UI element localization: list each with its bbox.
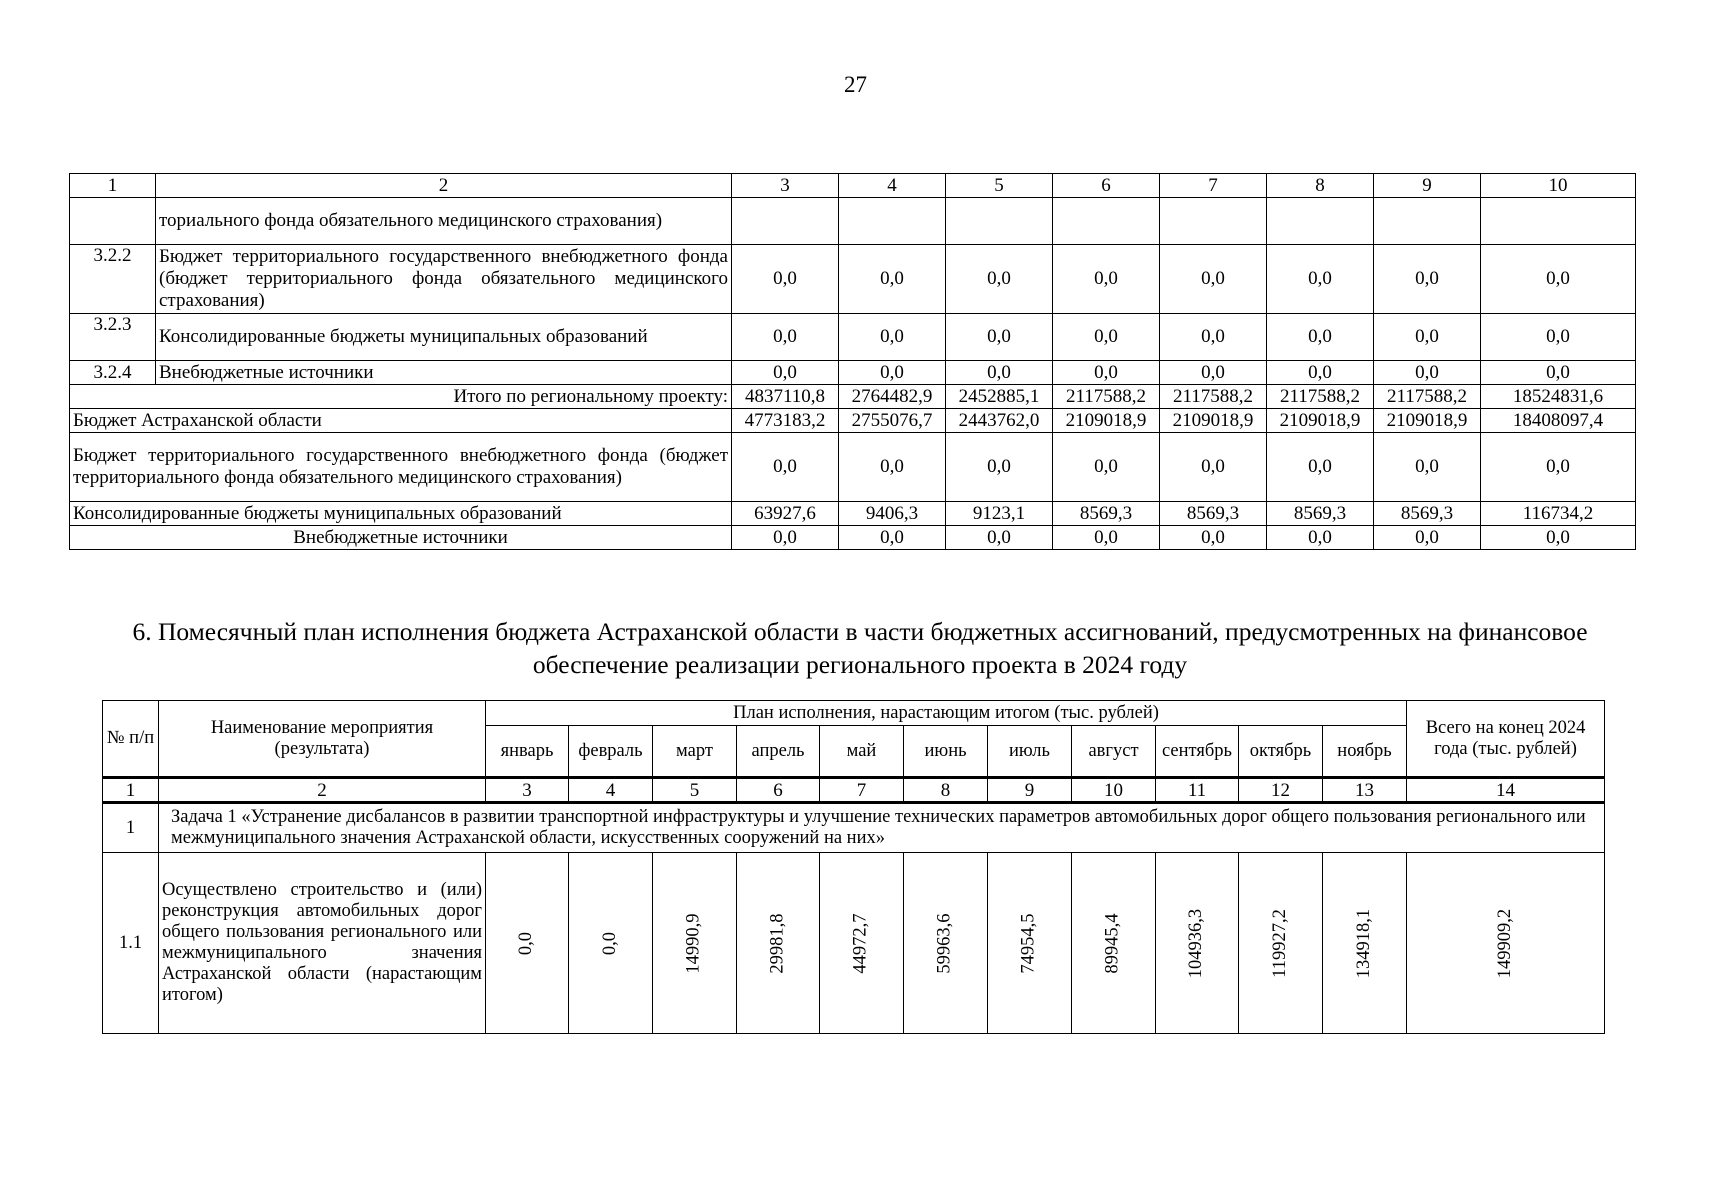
value-cell: 0,0	[839, 314, 946, 361]
col-number: 14	[1407, 778, 1605, 803]
value-cell: 0,0	[946, 433, 1053, 502]
value-cell: 0,0	[1053, 526, 1160, 550]
task-text: Задача 1 «Устранение дисбалансов в развитии транспортной инфраструктуры и улучшение технических параметров автомобильных дорог общего пользования регионального или межмуниципального значения Астраханской области, искусственных сооружений на них»	[159, 803, 1605, 853]
value-cell: 0,0	[1267, 433, 1374, 502]
value-cell: 2109018,9	[1374, 409, 1481, 433]
value-cell: 0,0	[1374, 245, 1481, 314]
value-cell: 0,0	[1481, 526, 1636, 550]
value-cell: 2443762,0	[946, 409, 1053, 433]
task-number: 1	[103, 803, 159, 853]
col-number: 10	[1481, 174, 1636, 198]
value-cell: 63927,6	[732, 502, 839, 526]
col-number: 3	[732, 174, 839, 198]
row-number: 3.2.3	[70, 314, 156, 361]
col-number: 2	[159, 778, 486, 803]
row-name: Внебюджетные источники	[156, 361, 732, 385]
value-cell: 18408097,4	[1481, 409, 1636, 433]
table-row	[70, 314, 1636, 361]
value-cell: 0,0	[1160, 433, 1267, 502]
value-cell: 0,0	[1374, 526, 1481, 550]
value-cell: 119927,2	[1239, 853, 1323, 1034]
value-cell: 0,0	[1267, 361, 1374, 385]
value-cell: 44972,7	[820, 853, 904, 1034]
row-name: Осуществлено строительство и (или) реконструкция автомобильных дорог общего пользования регионального или межмуниципального значения Астраханской области (нарастающим итогом)	[159, 853, 486, 1034]
row-name: ториального фонда обязательного медицинского страхования)	[156, 198, 732, 245]
value-cell: 59963,6	[904, 853, 988, 1034]
total-row	[70, 433, 1636, 502]
value-cell	[1053, 198, 1160, 245]
month-header: февраль	[569, 726, 653, 778]
value-cell: 2109018,9	[1267, 409, 1374, 433]
header-row	[103, 701, 1605, 726]
total-row	[70, 409, 1636, 433]
value-cell: 2452885,1	[946, 385, 1053, 409]
value-cell: 4837110,8	[732, 385, 839, 409]
total-row	[70, 526, 1636, 550]
total-value-cell: 149909,2	[1407, 853, 1605, 1034]
value-cell: 0,0	[1160, 526, 1267, 550]
row-number	[70, 198, 156, 245]
header-num: № п/п	[103, 701, 159, 778]
col-number: 3	[486, 778, 569, 803]
value-cell: 0,0	[946, 526, 1053, 550]
value-cell: 18524831,6	[1481, 385, 1636, 409]
value-cell: 74954,5	[988, 853, 1072, 1034]
col-number: 5	[946, 174, 1053, 198]
value-cell: 0,0	[1053, 245, 1160, 314]
value-cell: 0,0	[1267, 245, 1374, 314]
value-cell: 8569,3	[1267, 502, 1374, 526]
month-header: август	[1072, 726, 1156, 778]
value-cell: 104936,3	[1156, 853, 1239, 1034]
row-name: Бюджет территориального государственного внебюджетного фонда (бюджет территориального фонда обязательного медицинского страхования)	[156, 245, 732, 314]
month-header: июль	[988, 726, 1072, 778]
column-number-row	[103, 778, 1605, 803]
value-cell	[732, 198, 839, 245]
value-cell: 89945,4	[1072, 853, 1156, 1034]
header-total: Всего на конец 2024 года (тыс. рублей)	[1407, 701, 1605, 778]
row-number: 1.1	[103, 853, 159, 1034]
col-number: 12	[1239, 778, 1323, 803]
value-cell: 0,0	[1160, 314, 1267, 361]
month-header: апрель	[737, 726, 820, 778]
value-cell	[1160, 198, 1267, 245]
column-number-row	[70, 174, 1636, 198]
value-cell: 2117588,2	[1267, 385, 1374, 409]
value-cell: 0,0	[1481, 361, 1636, 385]
value-cell: 9406,3	[839, 502, 946, 526]
col-number: 2	[156, 174, 732, 198]
total-row	[70, 385, 1636, 409]
month-header: май	[820, 726, 904, 778]
monthly-plan-table	[102, 700, 1605, 1034]
value-cell: 0,0	[839, 526, 946, 550]
value-cell: 0,0	[1374, 314, 1481, 361]
row-number: 3.2.2	[70, 245, 156, 314]
value-cell: 0,0	[732, 526, 839, 550]
total-row-name: Бюджет Астраханской области	[70, 409, 732, 433]
value-cell: 0,0	[1053, 433, 1160, 502]
col-number: 1	[103, 778, 159, 803]
value-cell: 0,0	[1053, 314, 1160, 361]
col-number: 8	[1267, 174, 1374, 198]
page-number: 27	[844, 72, 867, 97]
value-cell: 0,0	[1160, 245, 1267, 314]
value-cell: 0,0	[839, 433, 946, 502]
value-cell: 0,0	[1267, 526, 1374, 550]
table-row	[70, 361, 1636, 385]
month-header: сентябрь	[1156, 726, 1239, 778]
month-header: март	[653, 726, 737, 778]
col-number: 4	[569, 778, 653, 803]
value-cell: 8569,3	[1374, 502, 1481, 526]
value-cell: 0,0	[1267, 314, 1374, 361]
value-cell	[839, 198, 946, 245]
value-cell: 2109018,9	[1160, 409, 1267, 433]
col-number: 7	[1160, 174, 1267, 198]
col-number: 10	[1072, 778, 1156, 803]
col-number: 11	[1156, 778, 1239, 803]
value-cell	[1374, 198, 1481, 245]
month-header: ноябрь	[1323, 726, 1407, 778]
total-row-name: Внебюджетные источники	[70, 526, 732, 550]
value-cell: 2117588,2	[1160, 385, 1267, 409]
value-cell: 0,0	[839, 245, 946, 314]
value-cell: 4773183,2	[732, 409, 839, 433]
col-number: 9	[988, 778, 1072, 803]
total-row-name: Консолидированные бюджеты муниципальных образований	[70, 502, 732, 526]
col-number: 5	[653, 778, 737, 803]
table-row	[70, 198, 1636, 245]
value-cell: 0,0	[1374, 361, 1481, 385]
col-number: 13	[1323, 778, 1407, 803]
col-number: 6	[737, 778, 820, 803]
value-cell: 2755076,7	[839, 409, 946, 433]
value-cell: 8569,3	[1053, 502, 1160, 526]
col-number: 9	[1374, 174, 1481, 198]
task-row	[103, 803, 1605, 853]
col-number: 1	[70, 174, 156, 198]
value-cell: 0,0	[732, 361, 839, 385]
value-cell: 0,0	[1481, 433, 1636, 502]
value-cell: 29981,8	[737, 853, 820, 1034]
month-header: январь	[486, 726, 569, 778]
budget-sources-table	[69, 173, 1636, 550]
value-cell: 0,0	[946, 361, 1053, 385]
value-cell: 0,0	[569, 853, 653, 1034]
value-cell: 0,0	[732, 245, 839, 314]
month-header: октябрь	[1239, 726, 1323, 778]
total-row	[70, 502, 1636, 526]
value-cell: 134918,1	[1323, 853, 1407, 1034]
value-cell: 14990,9	[653, 853, 737, 1034]
value-cell: 0,0	[1481, 245, 1636, 314]
total-row-name: Бюджет территориального государственного внебюджетного фонда (бюджет территориального фонда обязательного медицинского страхования)	[70, 433, 732, 502]
col-number: 4	[839, 174, 946, 198]
header-name: Наименование мероприятия (результата)	[159, 701, 486, 778]
value-cell: 0,0	[1160, 361, 1267, 385]
value-cell: 2117588,2	[1374, 385, 1481, 409]
header-plan: План исполнения, нарастающим итогом (тыс. рублей)	[486, 701, 1407, 726]
value-cell: 0,0	[732, 314, 839, 361]
value-cell: 0,0	[1053, 361, 1160, 385]
value-cell: 2764482,9	[839, 385, 946, 409]
value-cell	[1481, 198, 1636, 245]
value-cell: 0,0	[946, 314, 1053, 361]
value-cell: 0,0	[839, 361, 946, 385]
row-name: Консолидированные бюджеты муниципальных образований	[156, 314, 732, 361]
value-cell: 0,0	[946, 245, 1053, 314]
value-cell: 0,0	[486, 853, 569, 1034]
value-cell	[946, 198, 1053, 245]
value-cell	[1267, 198, 1374, 245]
table-row	[70, 245, 1636, 314]
section-heading: 6. Помесячный план исполнения бюджета Астраханской области в части бюджетных ассигнований, предусмотренных на финансовое обеспечение реализации регионального проекта в 2024 году	[132, 617, 1588, 679]
value-cell: 9123,1	[946, 502, 1053, 526]
col-number: 7	[820, 778, 904, 803]
col-number: 6	[1053, 174, 1160, 198]
value-cell: 8569,3	[1160, 502, 1267, 526]
month-header: июнь	[904, 726, 988, 778]
value-cell: 2109018,9	[1053, 409, 1160, 433]
value-cell: 116734,2	[1481, 502, 1636, 526]
table-row	[103, 853, 1605, 1034]
value-cell: 0,0	[1481, 314, 1636, 361]
value-cell: 0,0	[1374, 433, 1481, 502]
col-number: 8	[904, 778, 988, 803]
value-cell: 2117588,2	[1053, 385, 1160, 409]
total-row-name: Итого по региональному проекту:	[70, 385, 732, 409]
row-number: 3.2.4	[70, 361, 156, 385]
value-cell: 0,0	[732, 433, 839, 502]
